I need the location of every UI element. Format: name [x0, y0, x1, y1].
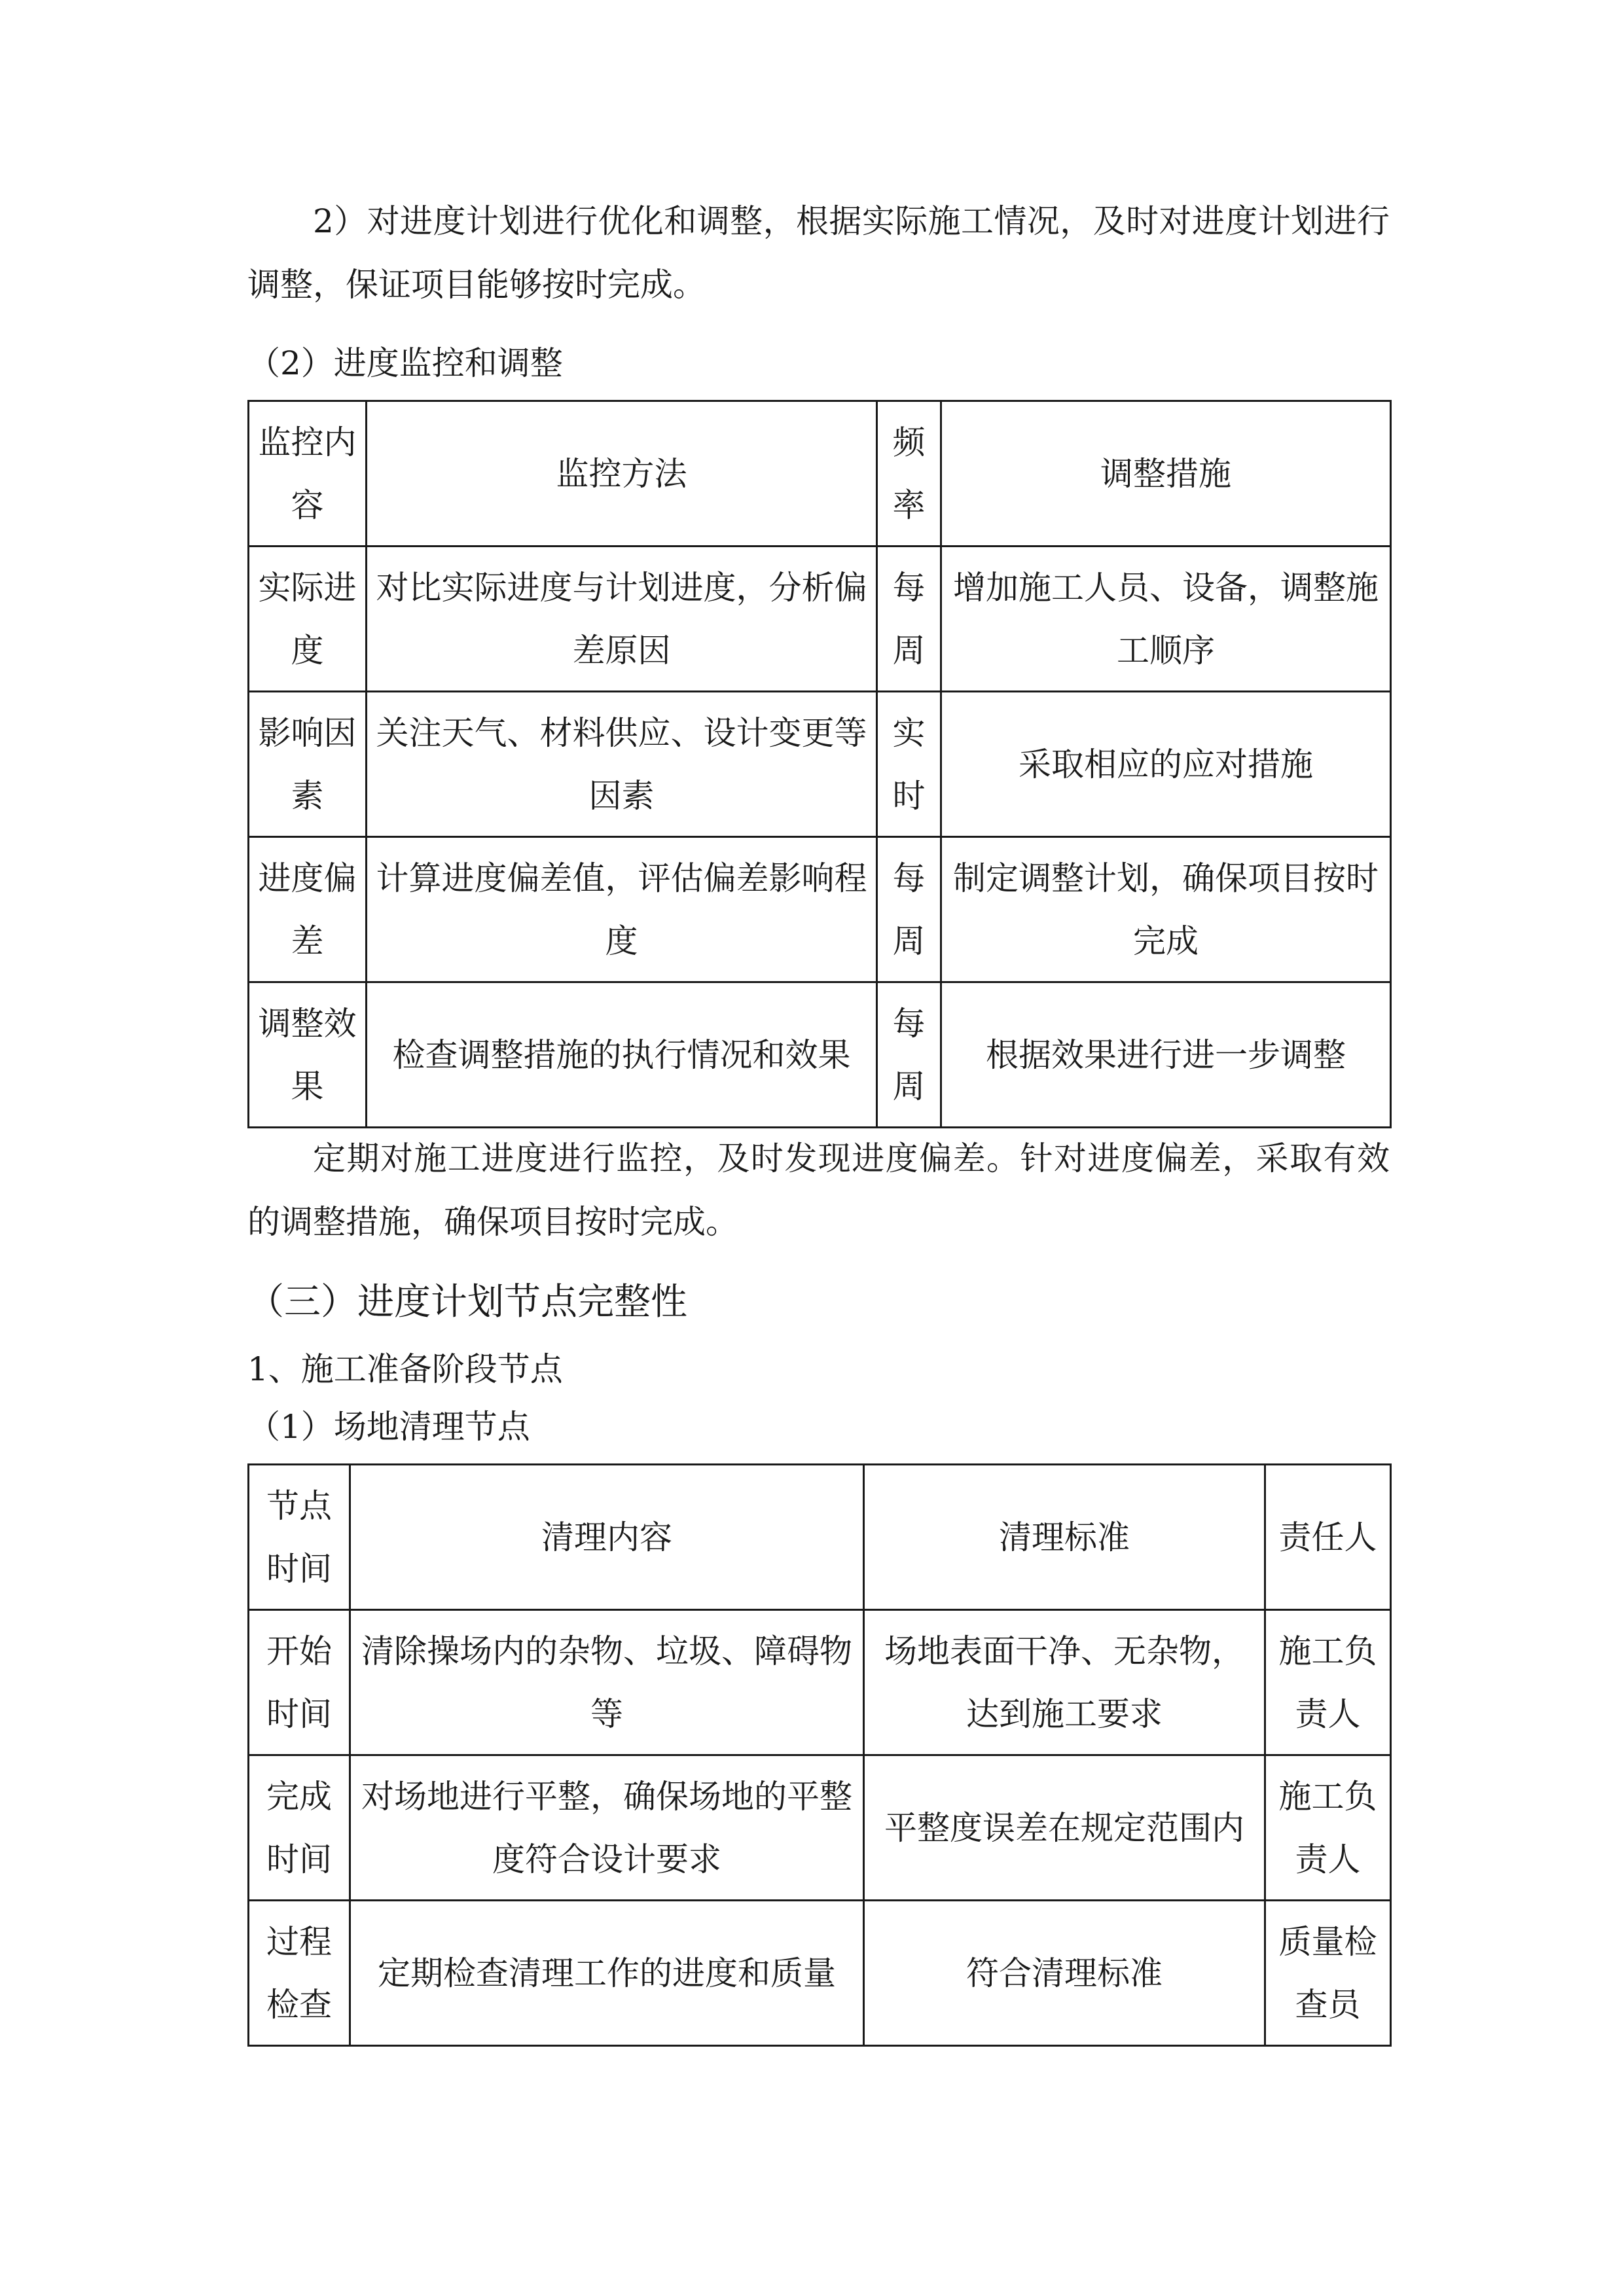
monitoring-table [247, 400, 1392, 1128]
table-cell: 影响因素 [249, 692, 367, 837]
table-cell: 场地表面干净、无杂物，达到施工要求 [864, 1610, 1265, 1755]
table-cell: 根据效果进行进一步调整 [941, 982, 1391, 1128]
table-cell: 开始时间 [249, 1610, 350, 1755]
table-cell: 关注天气、材料供应、设计变更等因素 [367, 692, 877, 837]
table-cell: 计算进度偏差值，评估偏差影响程度 [367, 837, 877, 982]
table-cell: 施工负责人 [1265, 1755, 1391, 1901]
section-heading-node-completeness: （三）进度计划节点完整性 [247, 1281, 687, 1323]
table-cell: 每周 [877, 982, 941, 1128]
subheading-site-clearing: （1）场地清理节点 [247, 1408, 530, 1446]
table-cell: 定期检查清理工作的进度和质量 [350, 1901, 864, 2046]
table-row [249, 692, 1391, 837]
table-cell: 过程检查 [249, 1901, 350, 2046]
table-row [249, 982, 1391, 1128]
table-cell: 对比实际进度与计划进度，分析偏差原因 [367, 547, 877, 692]
table-cell: 每周 [877, 837, 941, 982]
header-cell: 监控方法 [367, 401, 877, 547]
table-cell: 实际进度 [249, 547, 367, 692]
table-cell: 清除操场内的杂物、垃圾、障碍物等 [350, 1610, 864, 1755]
table-header-row [249, 401, 1391, 547]
heading-progress-monitoring: （2）进度监控和调整 [247, 344, 563, 382]
header-cell: 监控内容 [249, 401, 367, 547]
site-clearing-table [247, 1463, 1392, 2047]
table-cell: 实时 [877, 692, 941, 837]
header-cell: 节点时间 [249, 1465, 350, 1610]
table-cell: 增加施工人员、设备，调整施工顺序 [941, 547, 1391, 692]
table-cell: 施工负责人 [1265, 1610, 1391, 1755]
header-cell: 清理内容 [350, 1465, 864, 1610]
table-row [249, 837, 1391, 982]
table-cell: 符合清理标准 [864, 1901, 1265, 2046]
table-cell: 检查调整措施的执行情况和效果 [367, 982, 877, 1128]
table-cell: 对场地进行平整，确保场地的平整度符合设计要求 [350, 1755, 864, 1901]
paragraph-monitoring-summary: 定期对施工进度进行监控，及时发现进度偏差。针对进度偏差，采取有效的调整措施，确保项目按时完成。 [247, 1139, 1390, 1241]
table-cell: 质量检查员 [1265, 1901, 1391, 2046]
table-cell: 每周 [877, 547, 941, 692]
table-cell: 进度偏差 [249, 837, 367, 982]
table-cell: 制定调整计划，确保项目按时完成 [941, 837, 1391, 982]
paragraph-schedule-optimization: 2）对进度计划进行优化和调整，根据实际施工情况，及时对进度计划进行调整，保证项目能够按时完成。 [247, 202, 1390, 304]
table-cell: 平整度误差在规定范围内 [864, 1755, 1265, 1901]
table-header-row [249, 1465, 1391, 1610]
table-row [249, 1755, 1391, 1901]
table-cell: 完成时间 [249, 1755, 350, 1901]
table-row [249, 1610, 1391, 1755]
table-row [249, 1901, 1391, 2046]
header-cell: 频率 [877, 401, 941, 547]
header-cell: 责任人 [1265, 1465, 1391, 1610]
table-cell: 采取相应的应对措施 [941, 692, 1391, 837]
table-cell: 调整效果 [249, 982, 367, 1128]
header-cell: 清理标准 [864, 1465, 1265, 1610]
subheading-preparation-stage: 1、施工准备阶段节点 [247, 1350, 563, 1388]
header-cell: 调整措施 [941, 401, 1391, 547]
table-row [249, 547, 1391, 692]
